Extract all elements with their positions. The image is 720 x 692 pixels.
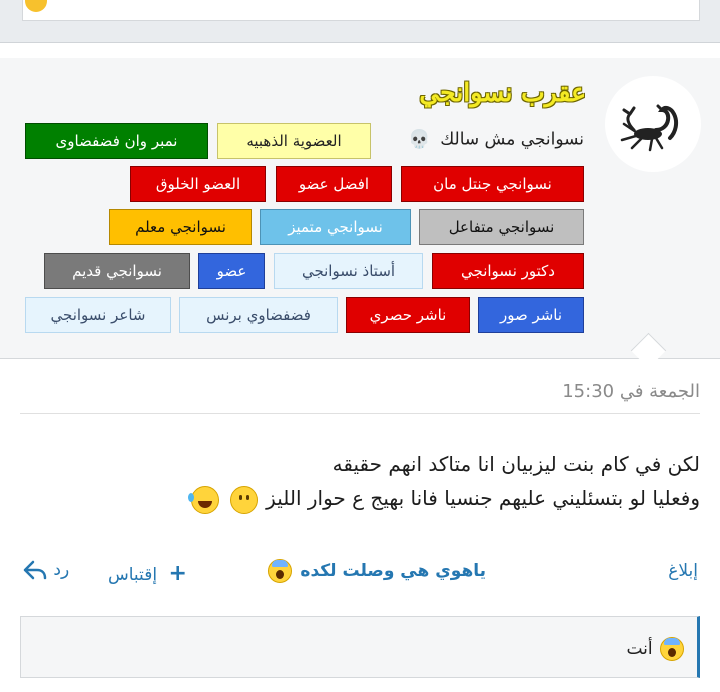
- quote-button[interactable]: [108, 561, 187, 586]
- post-line-1: لكن في كام بنت ليزبيان انا متاكد انهم حقيقه: [332, 452, 700, 476]
- badge-professor: أستاذ نسوانجي: [274, 253, 423, 289]
- reaction-button[interactable]: [266, 559, 486, 583]
- post-line-2-text: وفعليا لو بتسئليني عليهم جنسيا فانا بهيج ع حوار الليز: [266, 486, 700, 510]
- badge-prince: فضفضاوي برنس: [179, 297, 338, 333]
- post-line-2: [189, 481, 700, 515]
- reply-arrow-icon: [22, 559, 48, 581]
- panel-divider: [0, 358, 720, 359]
- badge-doctor: دكتور نسوانجي: [432, 253, 584, 289]
- scream-emoji-icon: [660, 637, 684, 661]
- user-status: [404, 129, 584, 150]
- smile-emoji-icon: [230, 486, 258, 514]
- badge-master: نسوانجي معلم: [109, 209, 252, 245]
- badge-distinguished: نسوانجي متميز: [260, 209, 411, 245]
- quote-label: إقتباس: [108, 565, 158, 585]
- report-link[interactable]: إبلاغ: [668, 561, 698, 581]
- badge-photo-publisher: ناشر صور: [478, 297, 584, 333]
- reply-label: رد: [53, 560, 70, 580]
- reaction-label: ياهوي هي وصلت لكده: [300, 561, 486, 581]
- badge-poet: شاعر نسوانجي: [25, 297, 171, 333]
- scream-emoji-icon: [268, 559, 292, 583]
- reactions-summary-box[interactable]: [20, 616, 700, 678]
- user-status-text: نسوانجي مش سالك: [440, 129, 584, 150]
- badge-member: عضو: [198, 253, 265, 289]
- username[interactable]: عقرب نسوانجي: [419, 78, 586, 107]
- reactions-summary[interactable]: [626, 637, 686, 661]
- plus-icon: +: [168, 561, 187, 586]
- avatar[interactable]: [605, 76, 701, 172]
- badge-polite-member: العضو الخلوق: [130, 166, 266, 202]
- emoji-icon: [25, 0, 47, 12]
- reactions-summary-text: أنت: [626, 639, 653, 659]
- divider: [20, 413, 700, 414]
- badge-golden-membership: العضوية الذهبيه: [217, 123, 371, 159]
- badge-veteran: نسوانجي قديم: [44, 253, 190, 289]
- reply-button[interactable]: [22, 559, 69, 581]
- post-date[interactable]: الجمعة في 15:30: [562, 381, 700, 402]
- scorpion-icon: [618, 94, 688, 154]
- post-body: [189, 447, 700, 515]
- badge-exclusive-publisher: ناشر حصري: [346, 297, 470, 333]
- badge-best-member: افضل عضو: [276, 166, 392, 202]
- badge-active: نسوانجي متفاعل: [419, 209, 584, 245]
- laugh-emoji-icon: [191, 486, 219, 514]
- skull-icon: 💀: [408, 129, 431, 150]
- previous-reacts-box: [22, 0, 700, 21]
- badge-number-one: نمبر وان فضفضاوى: [25, 123, 208, 159]
- badge-gentleman: نسوانجي جنتل مان: [401, 166, 584, 202]
